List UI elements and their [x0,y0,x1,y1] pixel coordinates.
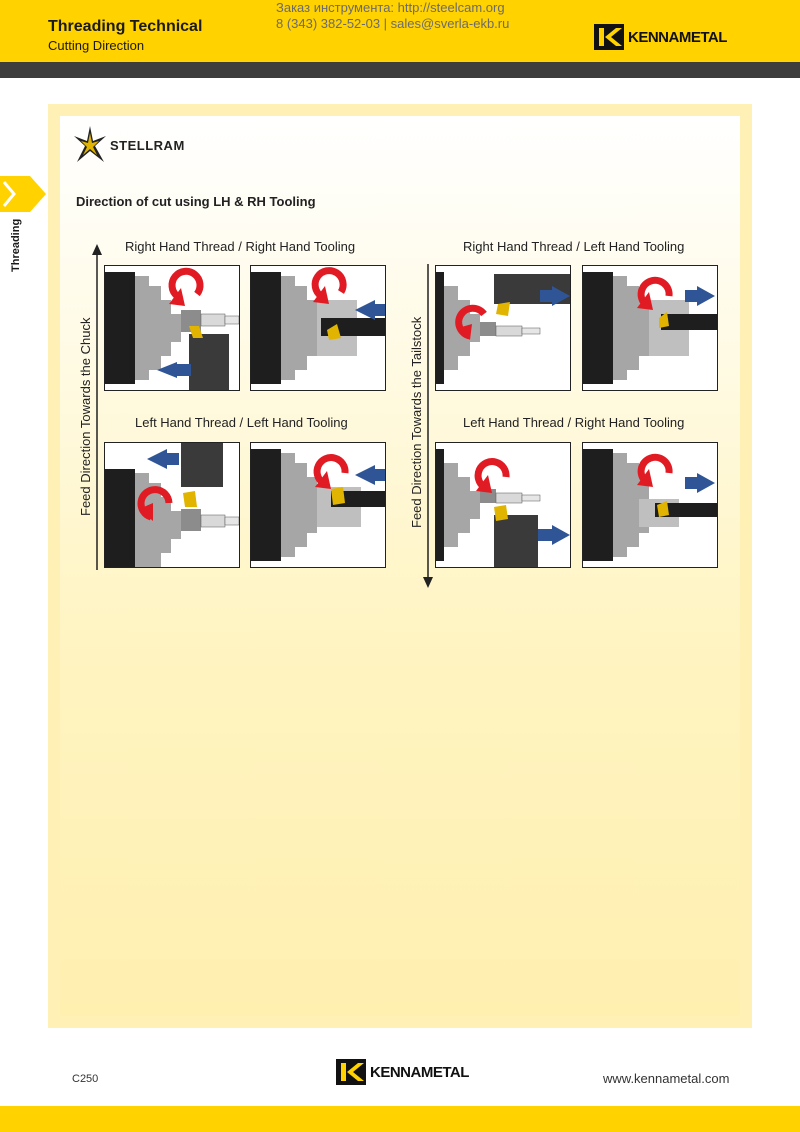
page-title: Threading Technical [48,18,203,35]
page-subtitle: Cutting Direction [48,38,145,53]
axis-label-tailstock: Feed Direction Towards the Tailstock [409,316,424,528]
diagram-lh-lh-external [104,442,240,568]
diagram-lh-rh-internal [582,442,718,568]
section-title: Direction of cut using LH & RH Tooling [76,194,316,209]
diagram-lh-lh-internal [250,442,386,568]
stellram-star-icon [72,124,108,166]
contact-phone-email[interactable]: 8 (343) 382-52-03 | sales@sverla-ekb.ru [276,16,510,31]
kennametal-k-icon [594,24,624,50]
diagram-lh-rh-external [435,442,571,568]
contact-order-line[interactable]: Заказ инструмента: http://steelcam.org [276,0,505,15]
side-tab-chevron [0,176,46,212]
diagram-rh-rh-internal [250,265,386,391]
diagram-rh-lh-internal [582,265,718,391]
stellram-wordmark: STELLRAM [110,137,185,153]
diagram-rh-lh-external [435,265,571,391]
diagram-rh-rh-external [104,265,240,391]
footer-website-link[interactable]: www.kennametal.com [603,1071,730,1086]
kennametal-logo-footer [336,1059,469,1085]
kennametal-k-icon [336,1059,366,1085]
axis-label-chuck: Feed Direction Towards the Chuck [78,317,93,516]
kennametal-wordmark: KENNAMETAL [628,28,727,46]
side-tab-label: Threading [10,218,22,272]
diagram-title-lh-lh: Left Hand Thread / Left Hand Tooling [135,415,348,430]
diagram-title-rh-rh: Right Hand Thread / Right Hand Tooling [125,239,356,254]
stellram-logo [72,124,185,166]
diagram-title-rh-lh: Right Hand Thread / Left Hand Tooling [463,239,685,254]
diagram-title-lh-rh: Left Hand Thread / Right Hand Tooling [463,415,685,430]
page-number: C250 [72,1073,99,1085]
kennametal-logo-header [594,24,727,50]
footer-band [0,1106,800,1132]
kennametal-wordmark: KENNAMETAL [370,1063,469,1081]
header-stripe [0,62,800,78]
